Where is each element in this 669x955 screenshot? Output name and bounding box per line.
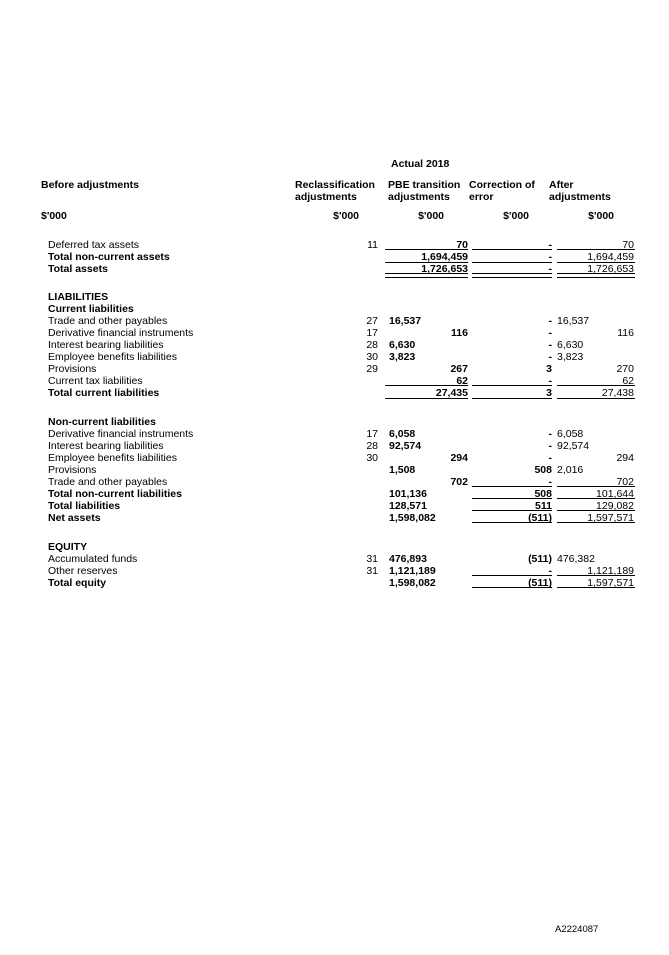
row-label: Deferred tax assets — [48, 239, 140, 251]
underline — [385, 262, 468, 263]
row-pbe-left-value: 3,823 — [389, 351, 416, 363]
row-correction-value: 508 — [534, 464, 552, 476]
row-note: 11 — [367, 239, 378, 251]
row-note: 30 — [366, 351, 378, 363]
underline — [385, 398, 468, 399]
row-correction-value: 508 — [534, 488, 552, 500]
row-pbe-right-value: 70 — [456, 239, 468, 251]
row-note: 28 — [366, 440, 378, 452]
row-label: Derivative financial instruments — [48, 327, 194, 339]
row-pbe-right-value: 702 — [450, 476, 468, 488]
row-correction-value: - — [548, 565, 552, 577]
row-after-value: 62 — [622, 375, 634, 387]
row-after-value: 6,058 — [557, 428, 584, 440]
unit-reclass: $'000 — [333, 210, 359, 222]
row-label: Accumulated funds — [48, 553, 138, 565]
row-correction-value: - — [548, 476, 552, 488]
col-header-before: Before adjustments — [41, 179, 140, 191]
underline — [385, 385, 468, 386]
underline — [472, 587, 552, 588]
row-after-value: 1,597,571 — [587, 577, 634, 589]
row-label: Total assets — [48, 263, 108, 275]
row-pbe-left-value: 6,630 — [389, 339, 416, 351]
row-after-value: 6,630 — [557, 339, 584, 351]
row-correction-value: (511) — [528, 577, 552, 589]
row-correction-value: - — [548, 440, 552, 452]
row-label: Current tax liabilities — [48, 375, 143, 387]
unit-corr: $'000 — [503, 210, 529, 222]
row-label: Net assets — [48, 512, 101, 524]
row-correction-value: - — [548, 239, 552, 251]
row-label: Total current liabilities — [48, 387, 160, 399]
row-correction-value: - — [548, 263, 552, 275]
row-label: Provisions — [48, 464, 97, 476]
row-pbe-right-value: 1,694,459 — [421, 251, 468, 263]
underline — [472, 522, 552, 523]
underline — [557, 273, 635, 278]
row-after-value: 270 — [616, 363, 634, 375]
row-after-value: 476,382 — [557, 553, 595, 565]
row-pbe-right-value: 267 — [450, 363, 468, 375]
underline — [472, 262, 552, 263]
row-pbe-right-value: 116 — [451, 327, 468, 339]
row-correction-value: - — [548, 315, 552, 327]
row-note: 17 — [366, 428, 378, 440]
row-label: Interest bearing liabilities — [48, 339, 164, 351]
underline — [557, 486, 635, 487]
row-label: Employee benefits liabilities — [48, 452, 177, 464]
row-note: 17 — [366, 327, 378, 339]
row-note: 30 — [366, 452, 378, 464]
row-label: Total liabilities — [48, 500, 121, 512]
row-label: Non-current liabilities — [48, 416, 156, 428]
row-after-value: 2,016 — [557, 464, 584, 476]
underline — [385, 249, 468, 250]
row-correction-value: 3 — [546, 387, 552, 399]
row-correction-value: 511 — [535, 500, 552, 512]
row-label: Trade and other payables — [48, 476, 168, 488]
row-after-value: 16,537 — [557, 315, 590, 327]
row-label: Interest bearing liabilities — [48, 440, 164, 452]
row-label: Derivative financial instruments — [48, 428, 194, 440]
col-header-reclass-1: Reclassification — [295, 179, 375, 191]
document-code: A2224087 — [555, 924, 599, 935]
row-label: Other reserves — [48, 565, 118, 577]
col-header-reclass-2: adjustments — [295, 191, 357, 203]
row-label: Total non-current liabilities — [48, 488, 182, 500]
row-correction-value: - — [548, 351, 552, 363]
unit-after: $'000 — [588, 210, 614, 222]
row-after-value: 1,121,189 — [587, 565, 634, 577]
col-header-pbe-1: PBE transition — [388, 179, 461, 191]
underline — [472, 575, 552, 576]
underline — [472, 498, 552, 499]
row-pbe-left-value: 16,537 — [389, 315, 422, 327]
row-pbe-left-value: 1,508 — [389, 464, 416, 476]
row-pbe-left-value: 128,571 — [389, 500, 427, 512]
row-pbe-left-value: 1,121,189 — [389, 565, 436, 577]
row-correction-value: - — [548, 375, 552, 387]
underline — [472, 249, 552, 250]
underline — [472, 385, 552, 386]
col-header-after-2: adjustments — [549, 191, 611, 203]
row-after-value: 702 — [616, 476, 634, 488]
row-correction-value: - — [548, 251, 552, 263]
row-correction-value: (511) — [528, 512, 552, 524]
row-pbe-left-value: 101,136 — [389, 488, 427, 500]
row-label: Total equity — [48, 577, 107, 589]
underline — [472, 273, 552, 278]
row-correction-value: 3 — [546, 363, 552, 375]
col-header-corr-1: Correction of — [469, 179, 535, 191]
row-correction-value: - — [548, 452, 552, 464]
underline — [557, 587, 635, 588]
row-correction-value: - — [548, 339, 552, 351]
row-after-value: 1,694,459 — [587, 251, 634, 263]
row-correction-value: - — [548, 327, 552, 339]
col-header-corr-2: error — [469, 191, 494, 203]
row-label: EQUITY — [48, 541, 88, 553]
row-after-value: 1,597,571 — [587, 512, 634, 524]
underline — [557, 575, 635, 576]
row-after-value: 101,644 — [596, 488, 634, 500]
row-pbe-left-value: 1,598,082 — [389, 512, 436, 524]
row-correction-value: (511) — [528, 553, 552, 565]
underline — [472, 510, 552, 511]
row-after-value: 92,574 — [557, 440, 590, 452]
unit-pbe: $'000 — [418, 210, 444, 222]
row-pbe-right-value: 62 — [456, 375, 468, 387]
row-pbe-left-value: 1,598,082 — [389, 577, 436, 589]
underline — [557, 522, 635, 523]
row-label: Provisions — [48, 363, 97, 375]
underline — [472, 486, 552, 487]
underline — [557, 262, 635, 263]
row-pbe-left-value: 6,058 — [389, 428, 416, 440]
row-note: 28 — [366, 339, 378, 351]
row-after-value: 70 — [622, 239, 634, 251]
underline — [472, 398, 552, 399]
period-heading: Actual 2018 — [391, 158, 450, 170]
underline — [385, 273, 468, 278]
row-pbe-left-value: 476,893 — [389, 553, 427, 565]
row-after-value: 27,438 — [601, 387, 634, 399]
row-label: LIABILITIES — [48, 291, 109, 303]
row-note: 31 — [366, 565, 378, 577]
underline — [557, 510, 635, 511]
row-label: Employee benefits liabilities — [48, 351, 177, 363]
col-header-pbe-2: adjustments — [388, 191, 450, 203]
row-pbe-right-value: 1,726,653 — [421, 263, 468, 275]
row-label: Current liabilities — [48, 303, 134, 315]
underline — [557, 498, 635, 499]
row-note: 27 — [366, 315, 378, 327]
row-after-value: 116 — [617, 327, 634, 339]
row-note: 29 — [366, 363, 378, 375]
row-pbe-left-value: 92,574 — [389, 440, 422, 452]
unit-before: $'000 — [41, 210, 67, 222]
row-note: 31 — [366, 553, 378, 565]
underline — [557, 385, 635, 386]
col-header-after-1: After — [549, 179, 574, 191]
row-after-value: 1,726,653 — [587, 263, 634, 275]
row-label: Total non-current assets — [48, 251, 170, 263]
row-label: Trade and other payables — [48, 315, 168, 327]
row-correction-value: - — [548, 428, 552, 440]
row-pbe-right-value: 294 — [450, 452, 468, 464]
underline — [557, 398, 635, 399]
row-after-value: 3,823 — [557, 351, 584, 363]
row-after-value: 129,082 — [596, 500, 634, 512]
row-pbe-right-value: 27,435 — [435, 387, 468, 399]
underline — [557, 249, 635, 250]
row-after-value: 294 — [616, 452, 634, 464]
